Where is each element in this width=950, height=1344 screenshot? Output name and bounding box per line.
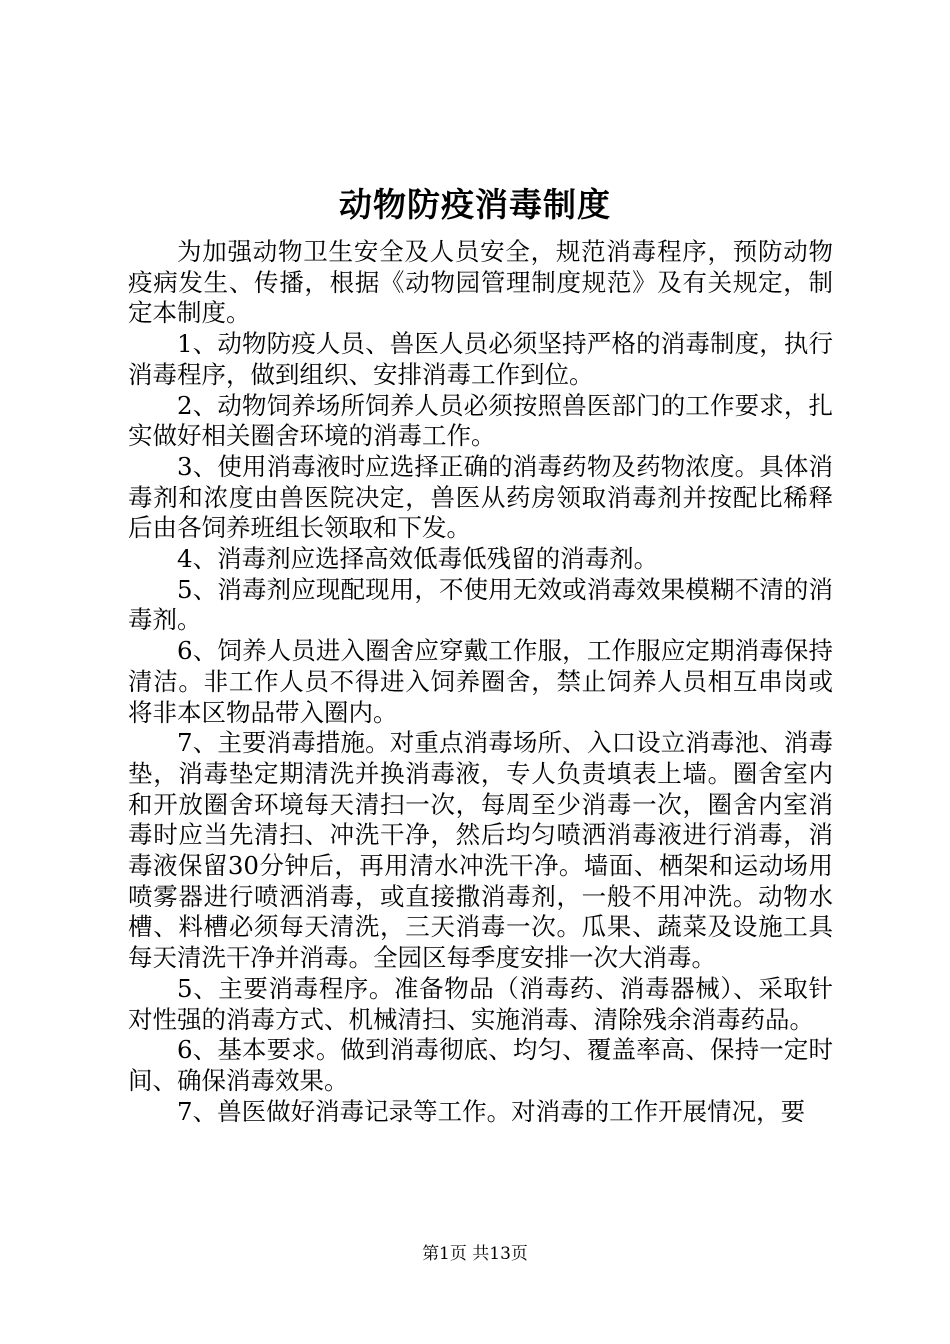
clause-5-paragraph: 5、消毒剂应现配现用，不使用无效或消毒效果模糊不清的消毒剂。: [128, 574, 833, 635]
clause-7b-paragraph: 7、兽医做好消毒记录等工作。对消毒的工作开展情况，要: [177, 1096, 806, 1126]
clause-6b-paragraph: 6、基本要求。做到消毒彻底、均匀、覆盖率高、保持一定时间、确保消毒效果。: [128, 1035, 833, 1095]
page-number-footer: 第1页 共13页: [422, 1244, 528, 1264]
clause-2-paragraph: 2、动物饲养场所饲养人员必须按照兽医部门的工作要求，扎实做好相关圈舍环境的消毒工作。: [128, 390, 833, 451]
clause-1-paragraph: 1、动物防疫人员、兽医人员必须坚持严格的消毒制度，执行消毒程序，做到组织、安排消毒工作到位。: [128, 329, 833, 389]
document-title: 动物防疫消毒制度: [339, 185, 611, 224]
clause-7-paragraph: 7、主要消毒措施。对重点消毒场所、入口设立消毒池、消毒垫，消毒垫定期清洗并换消毒液，专人负责填表上墙。圈舍室内和开放圈舍环境每天清扫一次，每周至少消毒一次，圈舍内室消毒时应当先清扫、冲洗干净，然后均匀喷洒消毒液进行消毒，消毒液保留30分钟后，再用清水冲洗干净。墙面、栖架和运动场用喷雾器进行喷洒消毒，或直接撒消毒剂，一般不用冲洗。动物水槽、料槽必须每天清洗，三天消毒一次。瓜果、蔬菜及设施工具每天清洗干净并消毒。全园区每季度安排一次大消毒。: [128, 728, 833, 973]
document-body: [128, 237, 833, 1127]
clause-5b-paragraph: 5、主要消毒程序。准备物品（消毒药、消毒器械）、采取针对性强的消毒方式、机械清扫、实施消毒、清除残余消毒药品。: [128, 973, 833, 1034]
clause-4-paragraph: 4、消毒剂应选择高效低毒低残留的消毒剂。: [177, 544, 659, 574]
intro-paragraph: 为加强动物卫生安全及人员安全，规范消毒程序，预防动物疫病发生、传播，根据《动物园管理制度规范》及有关规定，制定本制度。: [128, 237, 833, 328]
clause-3-paragraph: 3、使用消毒液时应选择正确的消毒药物及药物浓度。具体消毒剂和浓度由兽医院决定，兽医从药房领取消毒剂并按配比稀释后由各饲养班组长领取和下发。: [128, 451, 833, 543]
clause-6-paragraph: 6、饲养人员进入圈舍应穿戴工作服，工作服应定期消毒保持清洁。非工作人员不得进入饲养圈舍，禁止饲养人员相互串岗或将非本区物品带入圈内。: [128, 636, 833, 727]
